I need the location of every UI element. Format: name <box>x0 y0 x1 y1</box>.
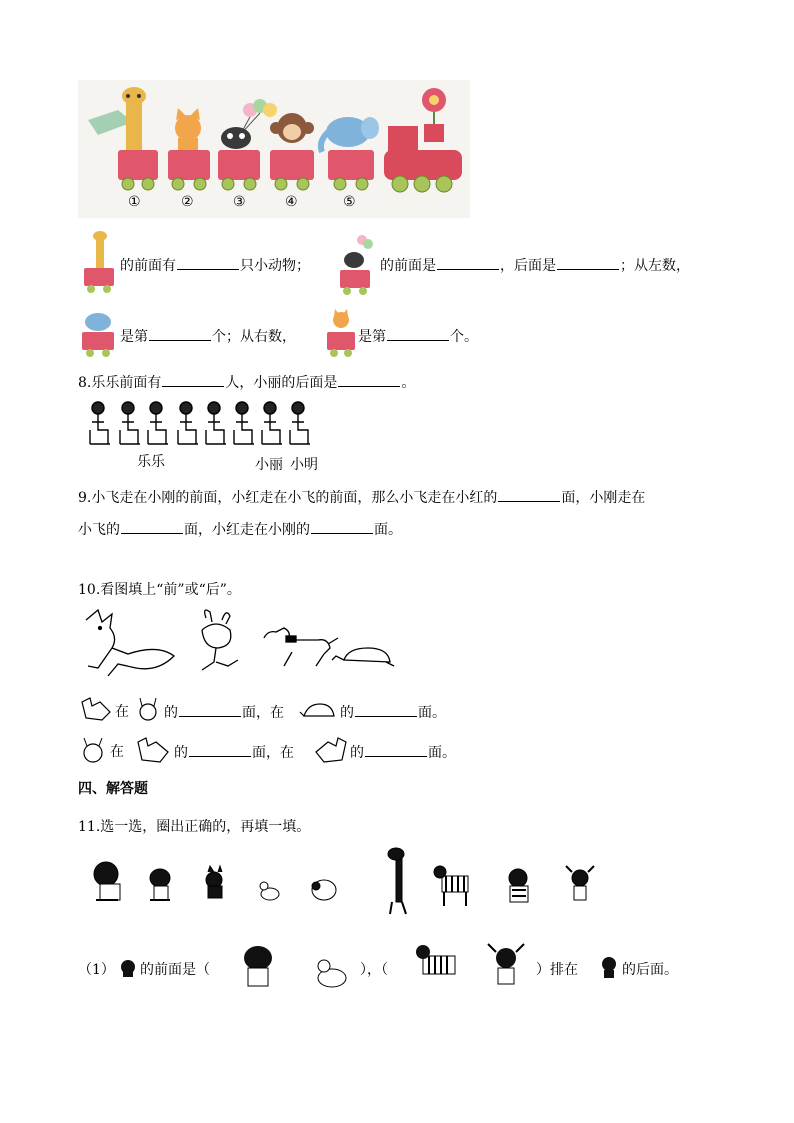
small-dog-choice-icon[interactable] <box>484 940 528 990</box>
dog-figure <box>264 628 338 666</box>
car-number-1: ① <box>128 194 141 210</box>
duck-figure <box>260 882 279 900</box>
q10-row1-c: 的 面。 <box>340 702 446 723</box>
q8-blank-1[interactable] <box>162 372 224 387</box>
q10-blank-1[interactable] <box>179 702 241 717</box>
giraffe-car-icon <box>78 230 118 294</box>
animal-row-drawing <box>78 844 612 926</box>
fox-figure <box>86 610 174 676</box>
fox-small-icon-2 <box>136 738 172 764</box>
q7-blank-2[interactable] <box>437 255 499 270</box>
label-xiaoli: 小丽 <box>255 457 283 473</box>
rabbit-small-icon <box>134 698 162 722</box>
q9-blank-3[interactable] <box>311 519 373 534</box>
fox-small-icon-3 <box>314 738 348 764</box>
running-animals-illustration <box>78 608 398 680</box>
q11-sub1-b: 的前面是（ <box>140 962 210 978</box>
car-number-5: ⑤ <box>343 194 356 210</box>
q8-blank-2[interactable] <box>338 372 400 387</box>
label-lele: 乐乐 <box>137 454 165 470</box>
q7-blank-1[interactable] <box>177 255 239 270</box>
balloon-animal-car-icon <box>336 232 376 296</box>
balloon-animal-car <box>218 99 277 190</box>
q7-blank-3[interactable] <box>557 255 619 270</box>
dog-figure-small <box>150 869 170 900</box>
q9-line2: 小飞的 面，小红走在小刚的 面。 <box>78 519 402 540</box>
q11-sub1-e: 的后面。 <box>622 962 678 978</box>
dog-choice-icon[interactable] <box>236 940 280 990</box>
monkey-car <box>270 113 314 190</box>
q7-line1-b: 的前面是 ，后面是 ；从左数， <box>380 255 690 276</box>
lion-figure <box>94 862 120 900</box>
animal-row-illustration <box>78 844 612 926</box>
q11-title: 11.选一选，圈出正确的，再填一填。 <box>78 819 311 835</box>
train-illustration <box>78 80 470 218</box>
q10-blank-4[interactable] <box>365 742 427 757</box>
q7-blank-4[interactable] <box>149 326 211 341</box>
turtle-small-icon <box>300 698 336 722</box>
car-number-3: ③ <box>233 194 246 210</box>
q8-question: 8.乐乐前面有 人，小丽的后面是 。 <box>78 372 415 393</box>
fox-small-icon <box>80 698 114 722</box>
turtle-figure <box>332 648 394 666</box>
zebra-choice-icon[interactable] <box>415 940 463 990</box>
q7-blank-5[interactable] <box>387 326 449 341</box>
elephant-car-icon <box>78 308 118 358</box>
q9-blank-1[interactable] <box>498 487 560 502</box>
duck-choice-icon[interactable] <box>312 950 352 990</box>
q11-sub1-d: ）排在 <box>536 962 578 978</box>
q7-line1: 的前面有 只小动物； <box>120 255 310 276</box>
q10-blank-2[interactable] <box>355 702 417 717</box>
tiger-figure <box>509 869 528 902</box>
cat-tiny-icon <box>118 957 138 979</box>
giraffe-figure <box>388 848 406 914</box>
q9-blank-2[interactable] <box>121 519 183 534</box>
cat-car <box>168 108 210 190</box>
train-engine <box>384 88 462 192</box>
q10-row2-b: 的 面，在 <box>174 742 294 763</box>
giraffe-car <box>88 87 158 190</box>
seated-children-illustration <box>80 400 320 452</box>
cat-car-icon <box>324 308 358 358</box>
rabbit-small-icon-2 <box>78 738 108 764</box>
label-xiaoming: 小明 <box>290 457 318 473</box>
q9-line1: 9.小飞走在小刚的前面，小红走在小飞的前面，那么小飞走在小红的 面，小刚走在 <box>78 487 645 508</box>
q7-line2-b: 是第 个。 <box>358 326 478 347</box>
q11-sub1-c: ），（ <box>360 962 388 978</box>
q10-row1-b: 的 面，在 <box>164 702 284 723</box>
car-number-4: ④ <box>285 194 298 210</box>
zebra-figure <box>434 866 468 906</box>
q10-title: 10.看图填上“前”或“后”。 <box>78 582 241 598</box>
q10-blank-3[interactable] <box>189 742 251 757</box>
q10-row1: 在 <box>115 704 129 720</box>
section-4-heading: 四、解答题 <box>78 781 148 797</box>
rabbit-figure <box>202 610 238 670</box>
sheep-figure <box>312 880 336 900</box>
car-number-2: ② <box>181 194 194 210</box>
q11-sub1: （1） <box>78 962 115 978</box>
q10-row2-c: 的 面。 <box>350 742 456 763</box>
elephant-car <box>321 117 379 190</box>
q7-line2: 是第 个；从右数， <box>120 326 296 347</box>
small-dog-tiny-icon <box>598 954 620 980</box>
cat-figure-small <box>206 866 222 898</box>
small-dog-figure <box>566 866 594 900</box>
q10-row2: 在 <box>110 744 124 760</box>
